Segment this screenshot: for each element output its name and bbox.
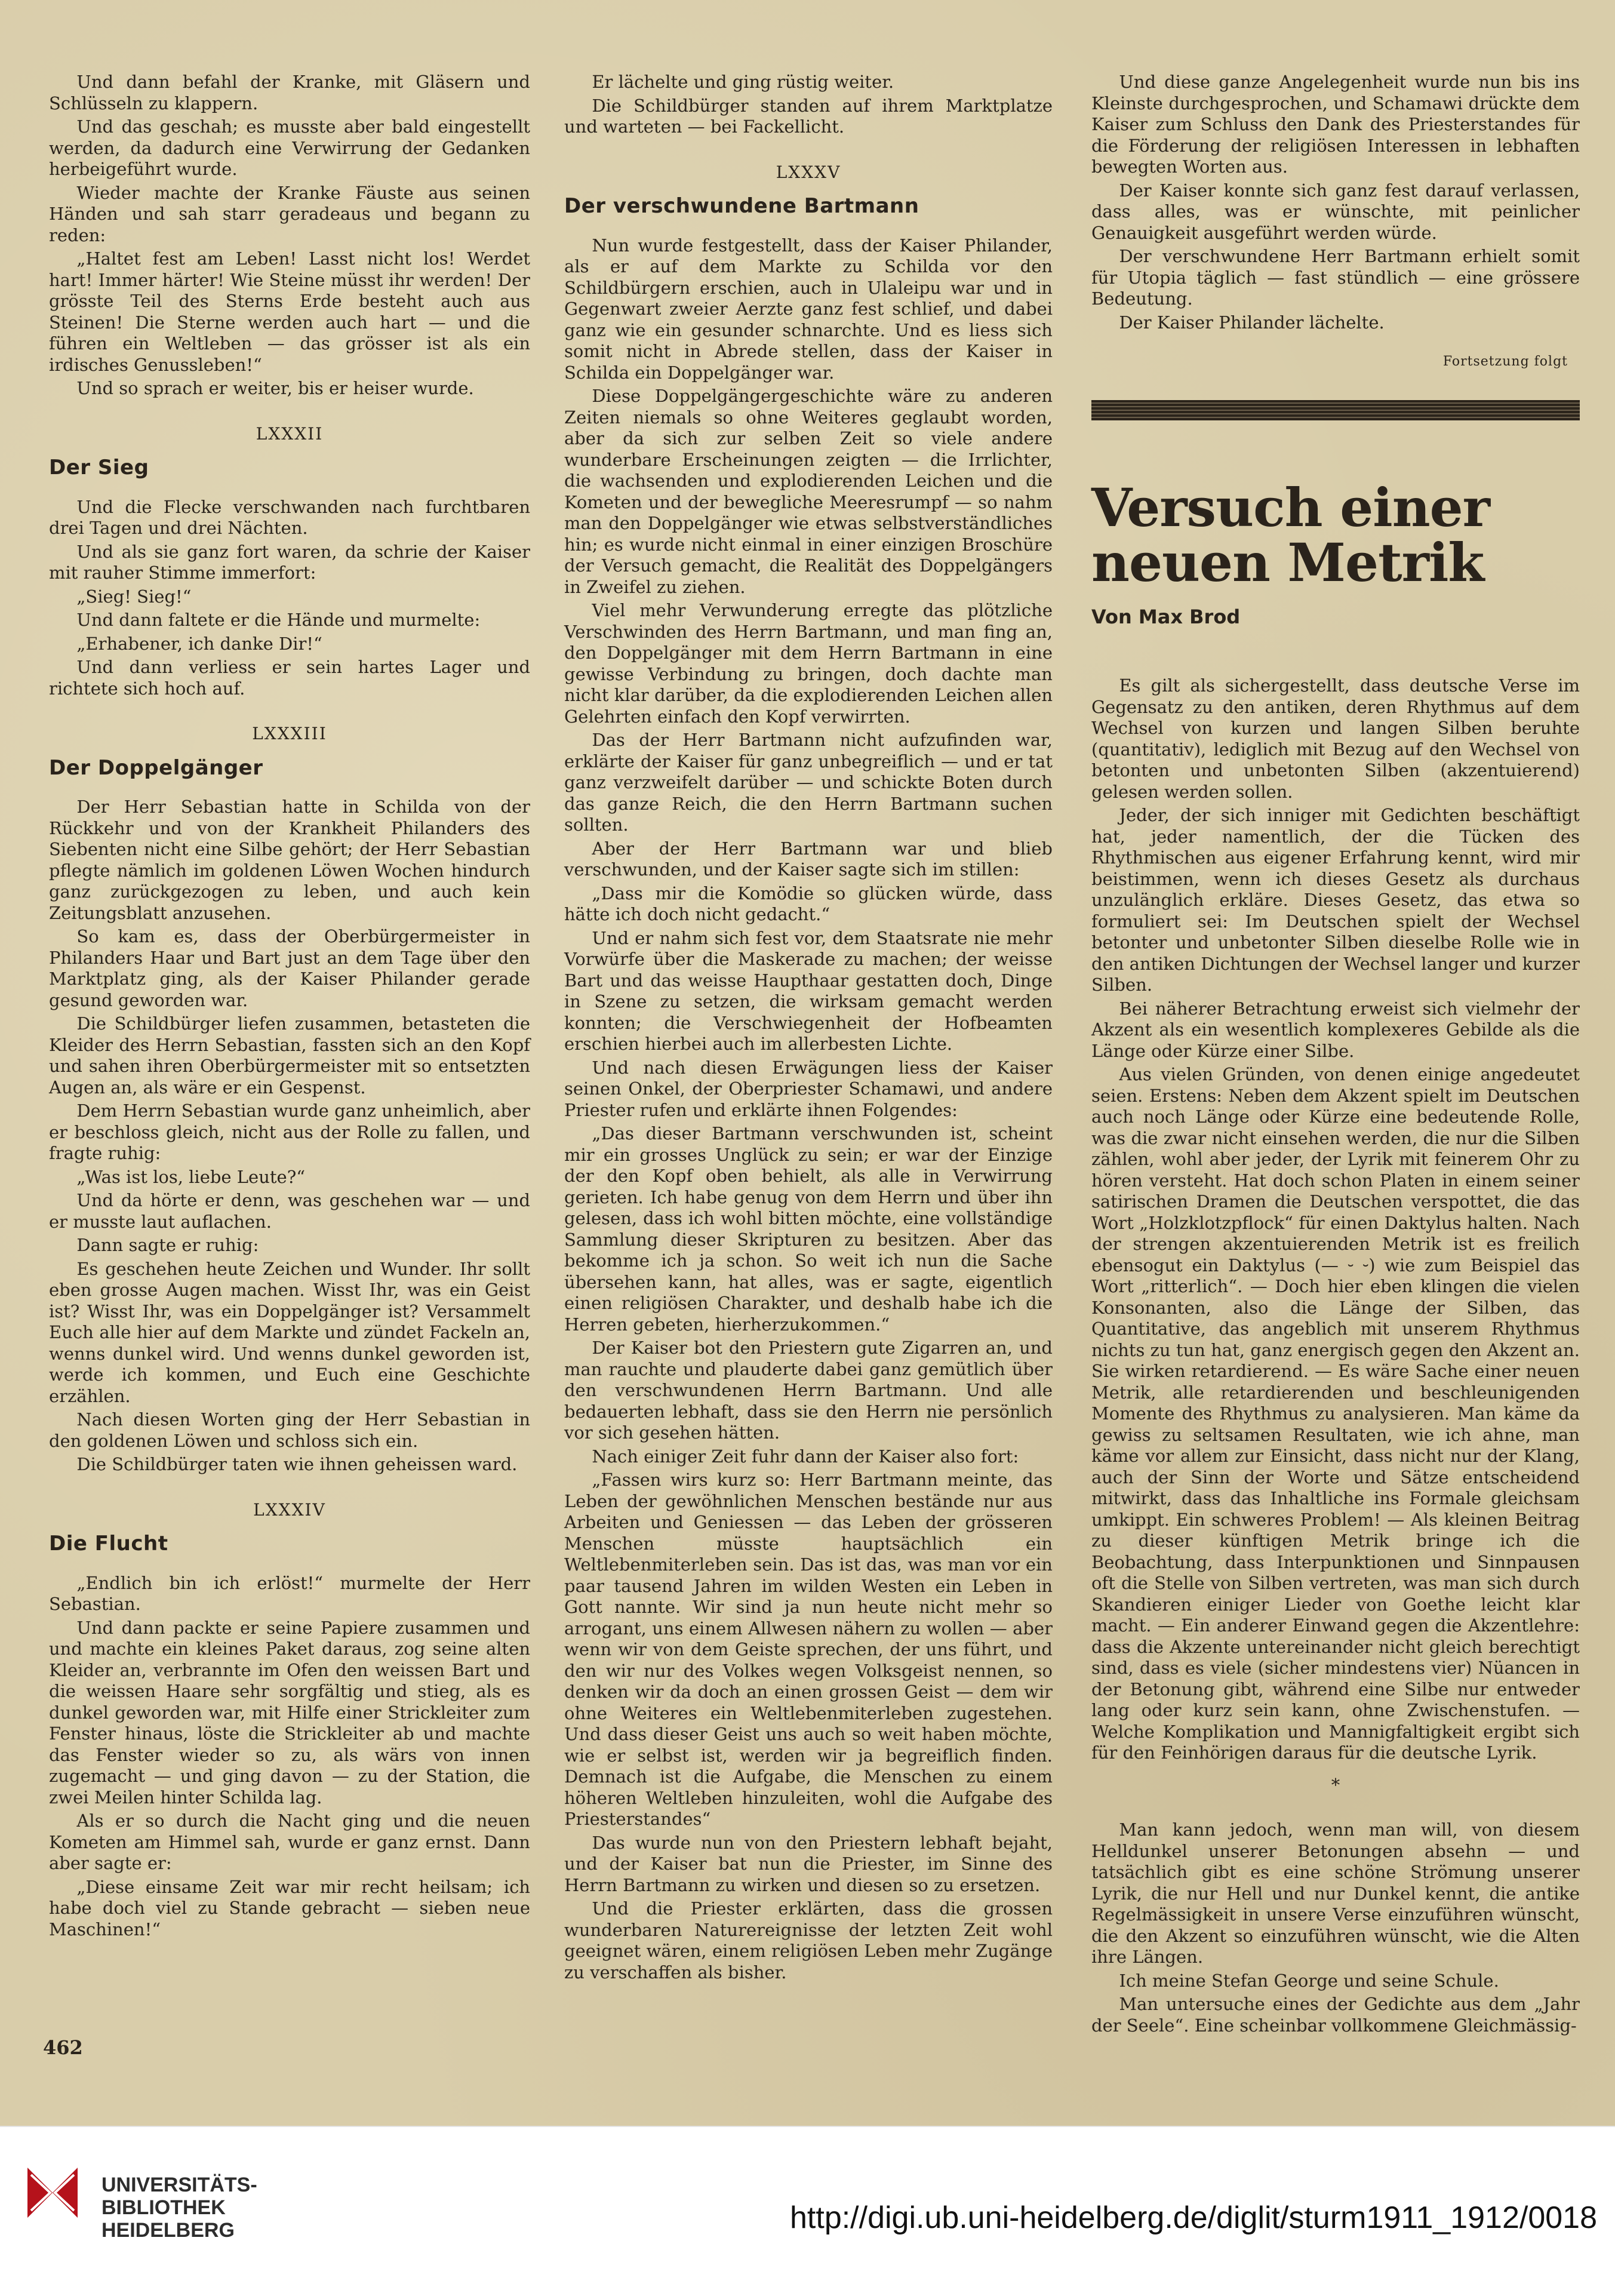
column-1 [49, 72, 530, 1942]
paragraph: Die Schildbürger taten wie ihnen geheissen ward. [76, 1454, 518, 1474]
paragraph: Und so sprach er weiter, bis er heiser wurde. [76, 378, 474, 398]
paragraph: Und als sie ganz fort waren, da schrie der Kaiser mit rauher Stimme immerfort: [49, 541, 530, 583]
paragraph: „Was ist los, liebe Leute?“ [76, 1166, 306, 1187]
continuation-note: Fortsetzung folgt [1442, 354, 1568, 369]
paragraph: Die Schildbürger standen auf ihrem Marktplatze und warteten — bei Fackellicht. [564, 95, 1053, 137]
paragraph: Man kann jedoch, wenn man will, von diesem Helldunkel unserer Betonungen absehn — und tatsächlich gibt es eine schöne Strömung unserer Lyrik, die nur Hell und nur Dunkel kennt, die antike Regelmässigkeit in unsere Verse einzuführen wünscht, die den Akzent so einzuführen wünscht, wie die Alten ihre Längen. [1091, 1819, 1580, 1967]
article-title: Versuch einer neuen Metrik [1091, 476, 1490, 594]
paragraph: Es geschehen heute Zeichen und Wunder. Ihr sollt eben grosse Augen machen. Wisst Ihr, was ein Geist ist? Wisst Ihr, was ein Doppelgänger ist? Versammelt Euch alle hier auf dem Markte und zündet Fackeln an, wenns dunkel wird. Und wenns dunkel geworden ist, werde ich kommen, und Euch eine Geschichte erzählen. [49, 1258, 530, 1406]
chapter-title: Der Sieg [49, 456, 149, 480]
paragraph: Nach diesen Worten ging der Herr Sebastian in den goldenen Löwen und schloss sich ein. [49, 1409, 530, 1451]
paragraph: Der Kaiser konnte sich ganz fest darauf verlassen, dass alles, was er wünschte, mit peinlicher Genauigkeit ausgeführt werden würde. [1091, 180, 1580, 243]
paragraph: Und das geschah; es musste aber bald eingestellt werden, da dadurch eine Verwirrung der Gedanken herbeigeführt wurde. [49, 116, 530, 179]
paragraph: Und er nahm sich fest vor, dem Staatsrate nie mehr Vorwürfe über die Maskerade zu machen; der weisse Bart und das weisse Haupthaar gestatten doch, Dinge in Szene zu setzen, die wirksam gemacht werden konnten; die Verschwiegenheit der Hofbeamten erschien hierbei auch im allerbesten Lichte. [564, 927, 1053, 1054]
paragraph: Der Kaiser Philander lächelte. [1119, 312, 1385, 333]
library-name-line: HEIDELBERG [101, 2219, 235, 2242]
paragraph: Viel mehr Verwunderung erregte das plötzliche Verschwinden des Herrn Bartmann, und man fing an, den Doppelgänger mit dem Herrn Bartmann in eine gewisse Verbindung zu bringen, doch dachte man nicht klar darüber, da die explodierenden Leichen allen Gelehrten einfach den Kopf verwirrten. [564, 600, 1053, 727]
paragraph: „Fassen wirs kurz so: Herr Bartmann meinte, das Leben der gewöhnlichen Menschen bestände nur aus Arbeiten und Geniessen — das Leben der grösseren Menschen müsste hauptsächlich ein Weltlebenmiterleben sein. Das ist das, was man vor ein paar tausend Jahren im wilden Westen ein Leben in Gott nannte. Wir sind ja nun heute nicht mehr so arrogant, uns einem Allwesen nähern zu wollen — aber wenn wir von dem Geiste sprechen, der uns führt, und den wir nur des Volkes wegen Volksgeist nennen, so denken wir da doch an einen grossen Geist — dem wir ohne Weiteres ein Weltlebenmiterleben zugestehen. Und dass dieser Geist uns auch so weit haben möchte, wie er selbst ist, werden wir ja begreiflich finden. Demnach ist die Aufgabe, die Menschen zu einem höheren Weltleben hinzuleiten, wohl die Aufgabe des Priesterstandes“ [564, 1470, 1053, 1829]
paragraph: Und dann befahl der Kranke, mit Gläsern und Schlüsseln zu klappern. [49, 72, 530, 113]
paragraph: Und nach diesen Erwägungen liess der Kaiser seinen Onkel, der Oberpriester Schamawi, und andere Priester rufen und erklärte ihnen Folgendes: [564, 1057, 1053, 1120]
paragraph: Jeder, der sich inniger mit Gedichten beschäftigt hat, jeder namentlich, der die Tücken des Rhythmischen aus eigener Erfahrung kennt, wird mir beistimmen, wenn ich dieses Gesetz als durchaus unzulänglich erkläre. Dieses Gesetz, das etwa so formuliert sei: Im Deutschen spielt der Wechsel betonter und unbetonter Silben dieselbe Rolle wie in den antiken Dichtungen der Wechsel langer und kurzer Silben. [1091, 805, 1580, 995]
paragraph: „Endlich bin ich erlöst!“ murmelte der Herr Sebastian. [49, 1572, 530, 1614]
paragraph: Ich meine Stefan George und seine Schule. [1119, 1970, 1499, 1991]
chapter-number: LXXXIV [253, 1499, 326, 1520]
paragraph: „Haltet fest am Leben! Lasst nicht los! Werdet hart! Immer härter! Wie Steine müsst ihr werden! Der grösste Teil des Sterns Erde besteht auch aus Steinen! Die Sterne werden auch hart — und die führen ein Weltleben — das grösser ist als ein irdisches Genussleben!“ [49, 248, 530, 375]
page-number: 462 [43, 2036, 83, 2059]
paragraph: Dann sagte er ruhig: [76, 1235, 259, 1255]
paragraph: Nach einiger Zeit fuhr dann der Kaiser also fort: [592, 1446, 1019, 1467]
paragraph: Der Herr Sebastian hatte in Schilda von der Rückkehr und von der Krankheit Philanders des Siebenten nicht eine Silbe gehört; der Herr Sebastian pflegte nämlich im goldenen Löwen Wochen hindurch ganz zurückgezogen zu leben, und auch kein Zeitungsblatt anzusehen. [49, 797, 530, 923]
chapter-title: Die Flucht [49, 1532, 168, 1556]
paragraph: „Sieg! Sieg!“ [76, 586, 192, 607]
section-divider [1091, 400, 1580, 420]
paragraph: Als er so durch die Nacht ging und die neuen Kometen am Himmel sah, wurde er ganz ernst. Dann aber sagte er: [49, 1811, 530, 1873]
paragraph: Und die Priester erklärten, dass die grossen wunderbaren Naturereignisse der letzten Zeit wohl geeignet wären, einem religiösen Leben mehr Zugänge zu verschaffen als bisher. [564, 1898, 1053, 1983]
paragraph: „Das dieser Bartmann verschwunden ist, scheint mir ein grosses Unglück zu sein; er war der Einzige der den Kopf oben behielt, als alle in Verwirrung gerieten. Ich habe genug von dem Herrn und über ihn gelesen, dass ich wohl bitten möchte, eine vollständige Sammlung dieser Skripturen zu besitzen. Aber das bekomme ich ja schon. So weit ich nun die Sache übersehen kann, hat alles, was er sagte, eigentlich einen religiösen Charakter, und deshalb habe ich die Herren gebeten, hierherzukommen.“ [564, 1123, 1053, 1335]
library-name-line: BIBLIOTHEK [101, 2196, 226, 2219]
section-separator: * [1331, 1774, 1340, 1795]
paragraph: Und dann packte er seine Papiere zusammen und und machte ein kleines Paket daraus, zog seine alten Kleider an, verbrannte im Ofen den weissen Bart und die weissen Haare sehr sorgfältig und stieg, als es dunkel geworden war, mit Hilfe einer Strickleiter zum Fenster hinaus, löste die Strickleiter ab und machte das Fenster wieder so zu, als wärs von innen zugemacht — und ging davon — zu der Station, die zwei Meilen hinter Schilda lag. [49, 1617, 530, 1808]
paragraph: Bei näherer Betrachtung erweist sich vielmehr der Akzent als ein wesentlich komplexeres Gebilde als die Länge oder Kürze einer Silbe. [1091, 998, 1580, 1061]
source-url-link[interactable]: http://digi.ub.uni-heidelberg.de/diglit/sturm1911_1912/0018 [790, 2200, 1597, 2235]
column-3 [1091, 72, 1580, 2039]
paragraph: Dem Herrn Sebastian wurde ganz unheimlich, aber er beschloss gleich, nicht aus der Rolle zu fallen, und fragte ruhig: [49, 1101, 530, 1163]
paragraph: „Dass mir die Komödie so glücken würde, dass hätte ich doch nicht gedacht.“ [564, 883, 1053, 924]
paragraph: Der verschwundene Herr Bartmann erhielt somit für Utopia täglich — fast stündlich — eine grössere Bedeutung. [1091, 246, 1580, 309]
paragraph: Es gilt als sichergestellt, dass deutsche Verse im Gegensatz zu den antiken, deren Rhythmus auf dem Wechsel von kurzen und langen Silben beruhte (quantitativ), lediglich mit Bezug auf den Wechsel von betonten und unbetonten Silben (akzentuierend) gelesen werden sollen. [1091, 675, 1580, 802]
university-library-logo-icon [17, 2157, 88, 2229]
paragraph: Aus vielen Gründen, von denen einige angedeutet seien. Erstens: Neben dem Akzent spielt im Deutschen auch noch Länge oder Kürze eine bedeutende Rolle, was die zwar nicht einsehen werden, die nur die Silben zählen, wohl aber jeder, der Lyrik mit feinerem Ohr zu hören versteht. Hat doch schon Platen in einem seiner satirischen Dramen die Deutschen verspottet, die das Wort „Holzklotzpflock“ für einen Daktylus halten. Nach der strengen akzentuierenden Metrik ist es freilich ebensogut ein Daktylus (— ⏑ ⏑) wie zum Beispiel das Wort „ritterlich“. — Doch hier eben klingen die vielen Konsonanten, also die Länge der Silben, das Quantitative, das angeblich mit unserem Rhythmus nichts zu tun hat, ganz energisch gegen den Akzent an. Sie wirken retardierend. — Es wäre Sache einer neuen Metrik, alle retardierenden und beschleunigenden Momente des Rhythmus zu analysieren. Man käme da gewiss zu seltsamen Resultaten, wie ich ahne, man käme vor allem zur Einsicht, dass nicht nur der Klang, auch der Sinn der Worte und Sätze entscheidend mitwirkt, dass das Inhaltliche ins Formale gleichsam umkippt. Ein schweres Problem! — Als kleinen Beitrag zu dieser künftigen Metrik bringe ich die Beobachtung, dass Interpunktionen und Sinnpausen oft die Stelle von Silben vertreten, was man sich durch Skandieren einiger Lieder von Goethe leicht klar macht. — Ein anderer Einwand gegen die Akzentlehre: dass die Akzente untereinander nicht gleich berechtigt sind, dass es viele (sicher mindestens vier) Nüancen in der Betonung gibt, während eine Silbe nur entweder lang oder kurz sein kann, ohne Zwischenstufen. — Welche Komplikation und Mannigfaltigkeit ergibt sich für den Feinhörigen daraus für die deutsche Lyrik. [1091, 1064, 1580, 1763]
paragraph: Aber der Herr Bartmann war und blieb verschwunden, und der Kaiser sagte sich im stillen: [564, 838, 1053, 880]
paragraph: So kam es, dass der Oberbürgermeister in Philanders Haar und Bart just an dem Tage über den Marktplatz ging, als der Kaiser Philander gerade gesund geworden war. [49, 926, 530, 1010]
chapter-title: Der Doppelgänger [49, 755, 263, 780]
paragraph: Und da hörte er denn, was geschehen war — und er musste laut auflachen. [49, 1190, 530, 1232]
chapter-title: Der verschwundene Bartmann [564, 194, 919, 218]
chapter-number: LXXXV [776, 162, 841, 182]
chapter-number: LXXXIII [252, 724, 327, 743]
chapter-number: LXXXII [256, 423, 324, 444]
paragraph: Der Kaiser bot den Priestern gute Zigarren an, und man rauchte und plauderte dabei ganz gemütlich über den verschwundenen Herrn Bartmann. Und alle bedauerten lebhaft, dass sie den Herrn nie persönlich vor sich gesehen hätten. [564, 1338, 1053, 1443]
paragraph: Und diese ganze Angelegenheit wurde nun bis ins Kleinste durchgesprochen, und Schamawi drückte dem Kaiser zum Schluss den Dank des Priesterstandes für die Förderung der religiösen Interessen in lebhaften bewegten Worten aus. [1091, 72, 1580, 177]
column-2 [564, 72, 1053, 1985]
article-byline: Von Max Brod [1091, 605, 1241, 628]
library-footer [0, 2126, 1615, 2296]
paragraph: Und die Flecke verschwanden nach furchtbaren drei Tagen und drei Nächten. [49, 496, 530, 538]
paragraph: „Erhabener, ich danke Dir!“ [76, 633, 322, 654]
paragraph: Nun wurde festgestellt, dass der Kaiser Philander, als er auf dem Markte zu Schilda vor den Schildbürgern erschien, auch in Ulaleipu war und in Gegenwart zweier Aerzte ganz fest schlief, und dabei ganz wie ein gesunder schnarchte. Und es liess sich somit nicht in Abrede stellen, dass der Kaiser in Schilda ein Doppelgänger war. [564, 235, 1053, 383]
paragraph: Das der Herr Bartmann nicht aufzufinden war, erklärte der Kaiser für ganz unbegreiflich — und er tat ganz verzweifelt darüber — und schickte Boten durch das ganze Reich, die den Herrn Bartmann suchen sollten. [564, 730, 1053, 835]
paragraph: Und dann faltete er die Hände und murmelte: [76, 610, 481, 630]
library-name-line: UNIVERSITÄTS- [101, 2174, 257, 2196]
paragraph: Die Schildbürger liefen zusammen, betasteten die Kleider des Herrn Sebastian, fassten sich an den Kopf und sahen ihren Oberbürgermeister mit so entsetzten Augen an, als wäre er ein Gespenst. [49, 1013, 530, 1098]
paragraph: Man untersuche eines der Gedichte aus dem „Jahr der Seele“. Eine scheinbar vollkommene Gleichmässig- [1091, 1994, 1580, 2036]
paragraph: Diese Doppelgängergeschichte wäre zu anderen Zeiten niemals so ohne Weiteres geglaubt worden, aber da sich zur selben Zeit so viele andere wunderbare Erscheinungen zeigten — die Irrlichter, die wachsenden und explodierenden Leichen und die Kometen und der bewegliche Meeresrumpf — so nahm man den Doppelgänger wie etwas selbstverständliches hin; es wurde nicht einmal in einer einzigen Broschüre der Versuch gemacht, die Realität des Doppelgängers in Zweifel zu ziehen. [564, 386, 1053, 597]
paragraph: Das wurde nun von den Priestern lebhaft bejaht, und der Kaiser bat nun die Priester, im Sinne des Herrn Bartmann zu wirken und diesen so zu ersetzen. [564, 1832, 1053, 1895]
paragraph: Und dann verliess er sein hartes Lager und richtete sich hoch auf. [49, 657, 530, 699]
library-name [101, 2174, 257, 2242]
paragraph: „Diese einsame Zeit war mir recht heilsam; ich habe doch viel zu Stande gebracht — sieben neue Maschinen!“ [49, 1876, 530, 1940]
paragraph: Wieder machte der Kranke Fäuste aus seinen Händen und sah starr geradeaus und begann zu reden: [49, 182, 530, 245]
paragraph: Er lächelte und ging rüstig weiter. [592, 72, 894, 92]
